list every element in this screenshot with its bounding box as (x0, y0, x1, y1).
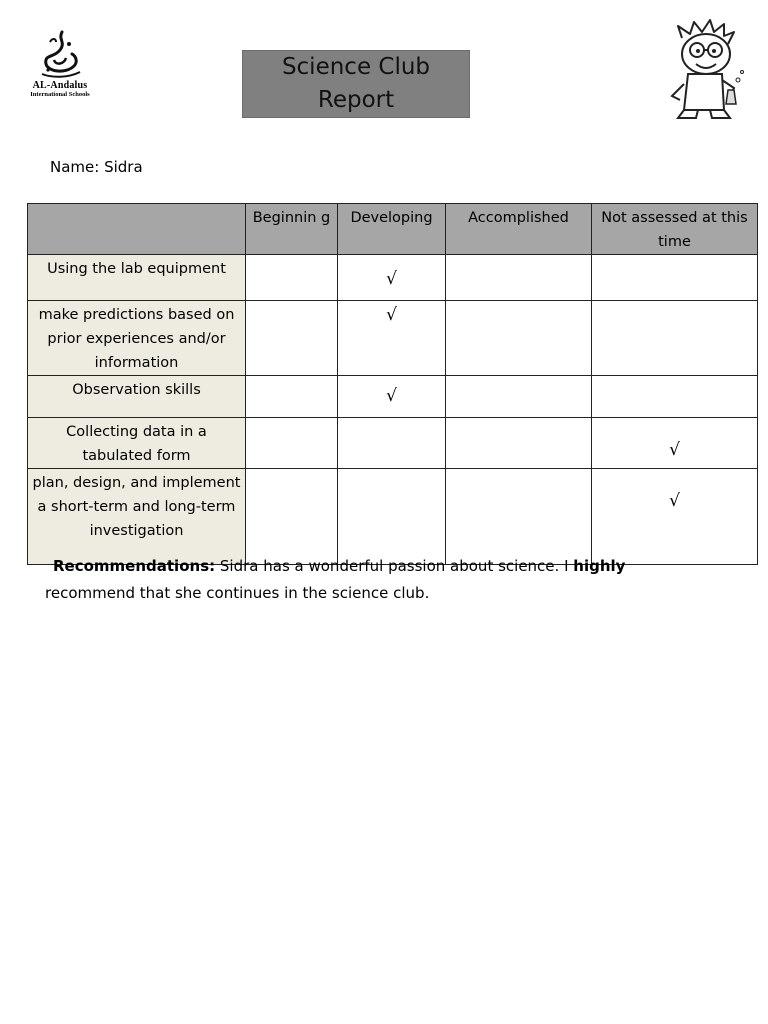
not-assessed-cell (592, 469, 758, 565)
table-row (28, 469, 758, 565)
header-developing: Developing (338, 204, 446, 255)
check-mark: √ (669, 491, 680, 511)
beginning-cell (246, 255, 338, 301)
not-assessed-cell (592, 376, 758, 418)
logo-subtitle: International Schools (30, 91, 90, 98)
header-criterion (28, 204, 246, 255)
assessment-table (27, 203, 758, 565)
check-mark: √ (669, 440, 680, 460)
logo-name: AL-Andalus (32, 80, 88, 91)
table-row (28, 376, 758, 418)
beginning-cell (246, 469, 338, 565)
check-mark: √ (386, 269, 397, 289)
recommendations-text-end: recommend that she continues in the science club. (45, 584, 430, 602)
criterion-cell: Observation skills (28, 376, 246, 418)
beginning-cell (246, 418, 338, 469)
developing-cell (338, 469, 446, 565)
recommendations-label: Recommendations: (53, 557, 216, 575)
header-accomplished: Accomplished (446, 204, 592, 255)
accomplished-cell (446, 469, 592, 565)
table-row (28, 255, 758, 301)
developing-cell (338, 376, 446, 418)
calligraphy-emblem-icon (36, 30, 84, 80)
developing-cell (338, 301, 446, 376)
header-not-assessed: Not assessed at this time (592, 204, 758, 255)
title-line-2: Report (317, 87, 395, 113)
page-title (242, 50, 470, 118)
title-line-1: Science Club (281, 54, 431, 80)
student-name: Sidra (104, 158, 143, 176)
criterion-cell: Using the lab equipment (28, 255, 246, 301)
criterion-cell: make predictions based on prior experiences and/or information (28, 301, 246, 376)
recommendations-text-start: Sidra has a wonderful passion about science. I (219, 557, 569, 575)
name-label: Name: (50, 158, 100, 176)
criterion-cell: plan, design, and implement a short-term and long-term investigation (28, 469, 246, 565)
accomplished-cell (446, 376, 592, 418)
accomplished-cell (446, 418, 592, 469)
developing-cell (338, 255, 446, 301)
table-row (28, 418, 758, 469)
student-name-line (50, 158, 143, 176)
not-assessed-cell (592, 418, 758, 469)
not-assessed-cell (592, 255, 758, 301)
table-row (28, 301, 758, 376)
developing-cell (338, 418, 446, 469)
header-beginning: Beginnin g (246, 204, 338, 255)
not-assessed-cell (592, 301, 758, 376)
accomplished-cell (446, 301, 592, 376)
table-header-row (28, 204, 758, 255)
scientist-boy-illustration (660, 18, 748, 122)
accomplished-cell (446, 255, 592, 301)
criterion-cell: Collecting data in a tabulated form (28, 418, 246, 469)
recommendations-emphasis: highly (573, 557, 626, 575)
check-mark: √ (386, 305, 397, 325)
recommendations-paragraph (45, 553, 725, 607)
check-mark: √ (386, 386, 397, 406)
beginning-cell (246, 301, 338, 376)
school-logo (14, 30, 106, 102)
beginning-cell (246, 376, 338, 418)
